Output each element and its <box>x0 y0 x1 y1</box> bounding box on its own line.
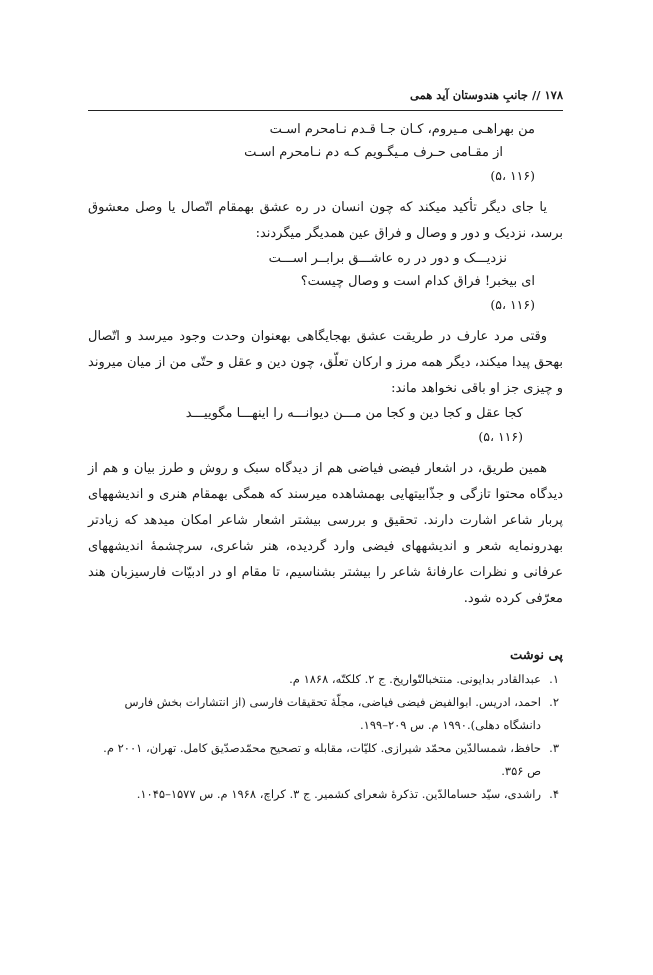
paragraph: همین طریق، در اشعار فیضی فیاضی هم از دیدگاه سبک و روش و طرز بیان و هم از دیدگاه محتوا تازگی و جذّابیتهایی بهمشاهده میرسند که همگی بهمقام هنری و اندیشههای پربار شاعر اشارت دارند. تحقیق و بررسی بیشتر اشعار شاعر امکان میدهد که زیادتر بهدرونمایه شعر و اندیشههای فیضی وارد گردیده، هنر شاعری، سرچشمۀ اندیشههای عرفانی و نظرات عارفانۀ شاعر را بیشتر بشناسیم، تا مقام او در ادبیّات فارسیزبان هند معرّفی کرده شود. <box>88 461 563 606</box>
footnote-number: ۳. <box>549 741 559 755</box>
footnote-item <box>88 737 563 783</box>
verse-reference: (۱۱۶ ،۵) <box>490 297 535 312</box>
page-number: ۱۷۸ <box>544 88 563 102</box>
verse-block-2 <box>88 247 563 316</box>
header-runner <box>410 84 563 106</box>
page-body <box>88 118 563 806</box>
verse-line: از مقـامی حـرف مـیگـویم کـه دم نـامحرم اسـت <box>244 145 503 160</box>
verse-line: من بهراهـی مـیروم، کـان جـا قـدم نـامحرم اسـت <box>269 122 535 137</box>
footnote-number: ۴. <box>549 787 559 801</box>
footnote-text: راشدی، سیّد حسامالدّین. تذکرۀ شعرای کشمیر. ج ۳. کراچ، ۱۹۶۸ م. س ۱۵۷۷–۱۰۴۵. <box>136 787 541 801</box>
footnote-number: ۲. <box>549 695 559 709</box>
footnote-text: احمد، ادریس. ابوالفیض فیضی فیاضی، مجلّۀ تحقیقات فارسی (از انتشارات بخش فارس دانشگاه دهلی).۱۹۹۰ م. س ۲۰۹–۱۹۹. <box>124 695 541 732</box>
verse-block-1 <box>88 118 563 187</box>
footnote-text: عبدالقادر بدایونی. منتخبالتّواریخ. ج ۲. کلکتّه، ۱۸۶۸ م. <box>289 672 541 686</box>
header-separator: // <box>532 88 541 102</box>
paragraph: وقتی مرد عارف در طریقت عشق بهجایگاهی بهعنوان وحدت وجود میرسد و اتّصال بهحق پیدا میکند، دیگر همه مرز و ارکان تعلّق، چون دین و عقل و حتّی من از میان میروند و چیزی جز او باقی نخواهد ماند: <box>88 329 563 396</box>
footnote-item <box>88 783 563 806</box>
verse-reference: (۱۱۶ ،۵) <box>478 429 523 444</box>
footnote-item <box>88 691 563 737</box>
running-header <box>88 84 563 106</box>
footnote-text: حافظ، شمسالدّین محمّد شیرازی. کلیّات، مقابله و تصحیح محمّدصدّیق کامل. تهران، ۲۰۰۱ م. ص ۳۵۶. <box>103 741 541 778</box>
verse-block-3 <box>88 402 563 448</box>
verse-line: کجا عقل و کجا دین و کجا من مـــن دیوانـــه را اینهـــا مگوییـــد <box>185 406 523 421</box>
footnotes-list <box>88 668 563 806</box>
footnote-number: ۱. <box>549 672 559 686</box>
footnote-item <box>88 668 563 691</box>
paragraph: یا جای دیگر تأکید میکند که چون انسان در ره عشق بهمقام اتّصال یا وصل معشوق برسد، نزدیک و دور و وصال و فراق عین همدیگر میگردند: <box>88 200 563 241</box>
book-title: جانبِ هندوستان آید همی <box>410 88 529 102</box>
verse-reference: (۱۱۶ ،۵) <box>490 168 535 183</box>
verse-line: نزدیـــک و دور در ره عاشـــق برابــر اســـت <box>268 251 507 266</box>
header-rule <box>88 110 563 111</box>
verse-line: ای بیخبر! فراق کدام است و وصال چیست؟ <box>300 274 535 289</box>
footnotes-title: پی نوشت <box>510 648 563 663</box>
